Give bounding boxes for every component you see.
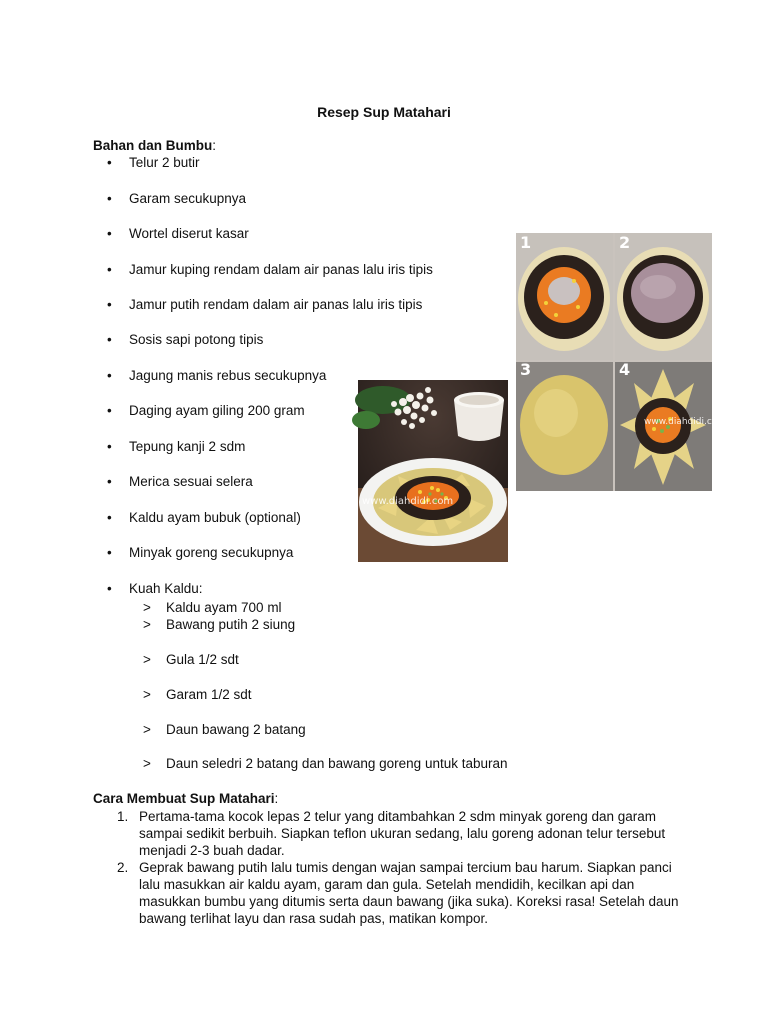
ingredient-text: Kuah Kaldu: [129, 581, 203, 596]
step-photo-number: 3 [520, 360, 532, 379]
step-collage-illustration [516, 233, 712, 491]
broth-item-text: Gula 1/2 sdt [166, 652, 239, 667]
ingredient-text: Merica sesuai selera [129, 474, 253, 489]
ingredient-text: Wortel diserut kasar [129, 226, 249, 241]
ingredient-text: Tepung kanji 2 sdm [129, 439, 246, 454]
ingredient-text: Jamur kuping rendam dalam air panas lalu iris tipis [129, 262, 433, 277]
arrow-icon: > [143, 600, 151, 615]
bullet-icon: • [107, 510, 112, 525]
bullet-icon: • [107, 368, 112, 383]
ingredient-text: Daging ayam giling 200 gram [129, 403, 305, 418]
ingredient-text: Telur 2 butir [129, 155, 200, 170]
bullet-icon: • [107, 155, 112, 170]
broth-item-text: Daun bawang 2 batang [166, 722, 306, 737]
ingredient-text: Jagung manis rebus secukupnya [129, 368, 327, 383]
ingredients-heading [93, 138, 216, 153]
bullet-icon: • [107, 474, 112, 489]
step-collage-photo [516, 233, 727, 491]
step-number: 1. [117, 809, 129, 824]
photo-watermark: www.diahdidi.com [362, 496, 454, 507]
step-photo-watermark: www.diahdidi.com [644, 417, 727, 427]
method-heading-colon: : [274, 791, 279, 806]
broth-item-text: Bawang putih 2 siung [166, 617, 296, 632]
step-photo-number: 1 [520, 233, 532, 252]
step-text: Pertama-tama kocok lepas 2 telur yang ditambahkan 2 sdm minyak goreng dan garam sampai sedikit berbuih. Siapkan teflon ukuran sedang, lalu goreng adonan telur tersebut menjadi 2-3 buah dadar. [139, 809, 666, 858]
ingredient-text: Garam secukupnya [129, 191, 247, 206]
ingredient-text: Sosis sapi potong tipis [129, 332, 264, 347]
recipe-title: Resep Sup Matahari [317, 104, 451, 120]
ingredients-heading-text: Bahan dan Bumbu [93, 138, 213, 153]
arrow-icon: > [143, 652, 151, 667]
step-photo-number: 2 [619, 233, 631, 252]
broth-item-text: Daun seledri 2 batang dan bawang goreng untuk taburan [166, 756, 508, 771]
bullet-icon: • [107, 332, 112, 347]
arrow-icon: > [143, 756, 151, 771]
bullet-icon: • [107, 262, 112, 277]
ingredients-heading-colon: : [212, 138, 217, 153]
arrow-icon: > [143, 617, 151, 632]
bullet-icon: • [107, 439, 112, 454]
method-heading [93, 791, 278, 806]
plated-soup-illustration [358, 380, 508, 562]
step-number: 2. [117, 860, 129, 875]
broth-item-text: Kaldu ayam 700 ml [166, 600, 282, 615]
bullet-icon: • [107, 226, 112, 241]
arrow-icon: > [143, 722, 151, 737]
arrow-icon: > [143, 687, 151, 702]
bullet-icon: • [107, 581, 112, 596]
bullet-icon: • [107, 403, 112, 418]
bullet-icon: • [107, 545, 112, 560]
plated-soup-photo [358, 380, 508, 562]
broth-item-text: Garam 1/2 sdt [166, 687, 252, 702]
step-photo-number: 4 [619, 360, 631, 379]
step-text: Geprak bawang putih lalu tumis dengan wajan sampai tercium bau harum. Siapkan panci lalu masukkan air kaldu ayam, garam dan gula. Setelah mendidih, kecilkan api dan masukkan bumbu yang ditumis serta daun bawang (jika suka). Koreksi rasa! Setelah daun bawang terlihat layu dan rasa sudah pas, matikan kompor. [139, 860, 679, 926]
bullet-icon: • [107, 191, 112, 206]
ingredient-text: Minyak goreng secukupnya [129, 545, 294, 560]
ingredient-text: Kaldu ayam bubuk (optional) [129, 510, 301, 525]
ingredient-text: Jamur putih rendam dalam air panas lalu iris tipis [129, 297, 423, 312]
method-heading-text: Cara Membuat Sup Matahari [93, 791, 275, 806]
bullet-icon: • [107, 297, 112, 312]
